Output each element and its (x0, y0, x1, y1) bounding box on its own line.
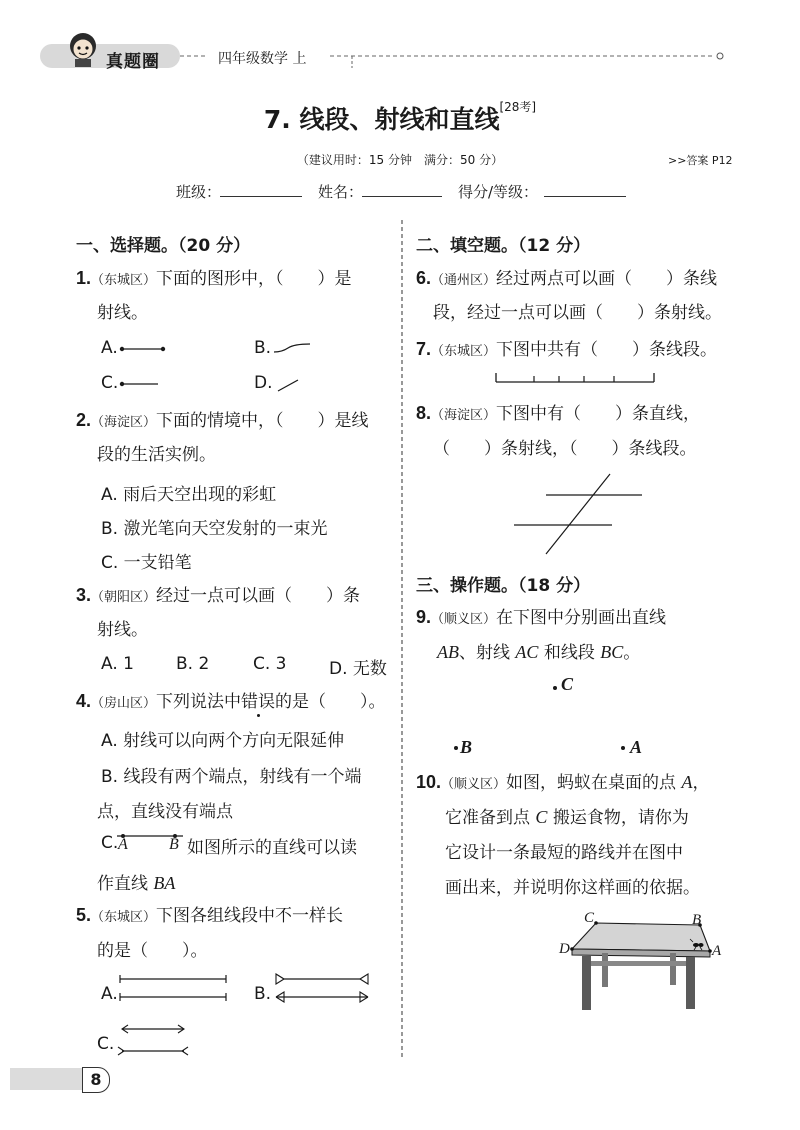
q4-option-a[interactable]: A. 射线可以向两个方向无限延伸 (101, 731, 345, 751)
question-8 (416, 402, 700, 427)
brand-label: 真题圈 (106, 52, 160, 72)
section-operation-title: 三、操作题。（18 分） (416, 576, 591, 596)
q9-text-seg: 和线段 (538, 643, 601, 663)
q5-option-c[interactable] (97, 1034, 114, 1054)
q1-option-b-label: B. (254, 338, 272, 358)
q10-vertex-d: D (559, 941, 570, 957)
q3-option-a[interactable]: A. 1 (101, 654, 134, 674)
q3-option-d[interactable]: D. 无数 (329, 659, 387, 679)
q10-text-a: 如图，蚂蚁在桌面的点 (506, 773, 682, 793)
question-2 (76, 409, 369, 434)
q10-text-line2 (445, 806, 689, 829)
q4-option-c-line2 (97, 869, 175, 894)
q2-option-b[interactable]: B. 激光笔向天空发射的一束光 (101, 519, 328, 539)
q10-table-figure[interactable] (560, 915, 730, 1015)
time-score-note: （建议用时：15 分钟 满分：50 分） (296, 153, 504, 167)
q3-text: 经过一点可以画（ ）条 (156, 586, 361, 606)
q5-option-b-figure (272, 974, 382, 1004)
q1-option-a-label: A. (101, 338, 118, 358)
q9-point-c-label: C (561, 674, 574, 694)
q10-vertex-c: C (584, 910, 595, 926)
name-blank[interactable] (362, 196, 442, 197)
q1-option-a-figure (120, 344, 170, 354)
question-5 (76, 904, 343, 929)
q5-option-a-figure (118, 974, 228, 1004)
q9-point-a-dot (621, 746, 625, 750)
q4-number: 4. (76, 691, 92, 711)
q1-text-line2: 射线。 (97, 303, 148, 323)
q1-option-d-label: D. (254, 373, 273, 393)
q3-text-line2: 射线。 (97, 620, 148, 640)
q2-option-c[interactable]: C. 一支铅笔 (101, 553, 192, 573)
score-blank[interactable] (544, 196, 626, 197)
q8-text-line2: （ ）条射线，（ ）条线段。 (433, 439, 697, 459)
q9-point-b-label: B (460, 737, 473, 757)
q7-number: 7. (416, 339, 432, 359)
q2-option-a[interactable]: A. 雨后天空出现的彩虹 (101, 485, 277, 505)
name-label: 姓名： (318, 183, 364, 201)
q1-option-c-figure (120, 379, 170, 389)
q9-text-ray: 、射线 (459, 643, 516, 663)
q10-text-line3: 它设计一条最短的路线并在图中 (445, 843, 683, 863)
q8-lines-figure (510, 470, 660, 560)
q10-text-line4: 画出来，并说明你这样画的依据。 (445, 878, 700, 898)
q9-segment-bc: BC (600, 642, 624, 662)
class-label: 班级： (176, 183, 222, 201)
q1-option-b[interactable] (254, 338, 271, 358)
question-7 (416, 338, 717, 363)
q4-line-ba: BA (153, 873, 176, 893)
q9-ray-ac: AC (515, 642, 539, 662)
question-6 (416, 267, 717, 292)
title-tag: [28考] (499, 100, 537, 114)
q4-option-c-line2-text: 作直线 (97, 874, 154, 894)
q7-text: 下图中共有（ ）条线段。 (496, 340, 718, 360)
q1-number: 1. (76, 268, 92, 288)
section-fill-title: 二、填空题。（12 分） (416, 236, 591, 256)
q6-text-line2: 段，经过一点可以画（ ）条射线。 (433, 303, 722, 323)
q10-text2-a: 它准备到点 (445, 808, 536, 828)
q4-option-b[interactable]: B. 线段有两个端点，射线有一个端 (101, 767, 362, 787)
q4-text-c: 的是（ ）。 (275, 692, 386, 712)
header-dashed-line (0, 46, 800, 66)
q2-text: 下面的情境中，（ ）是线 (156, 411, 369, 431)
q5-option-c-figure (118, 1024, 198, 1056)
score-label: 得分/等级： (458, 183, 539, 201)
q10-text2-c: 搬运食物，请你为 (547, 808, 689, 828)
q8-text: 下图中有（ ）条直线， (496, 404, 701, 424)
q5-option-b-label: B. (254, 984, 272, 1004)
q2-district: （海淀区） (91, 415, 157, 430)
q6-text: 经过两点可以画（ ）条线 (496, 269, 718, 289)
q4-option-c-text: 如图所示的直线可以读 (187, 838, 357, 858)
q4-option-c-label: C. (101, 833, 119, 853)
q4-district: （房山区） (91, 696, 157, 711)
q10-vertex-a: A (712, 943, 722, 959)
q5-district: （东城区） (91, 910, 157, 925)
q4-option-b-line2: 点，直线没有端点 (97, 802, 233, 822)
q8-number: 8. (416, 403, 432, 423)
title-main: 7. 线段、射线和直线 (263, 105, 500, 134)
q9-text-line2 (437, 641, 640, 664)
q1-option-c-label: C. (101, 373, 119, 393)
question-10 (416, 771, 709, 796)
q2-text-line2: 段的生活实例。 (97, 445, 216, 465)
q4-point-a: A (118, 836, 128, 853)
question-3 (76, 584, 360, 609)
q4-option-c[interactable] (101, 833, 118, 853)
q10-number: 10. (416, 772, 442, 792)
question-1 (76, 267, 352, 292)
q9-text-end: 。 (623, 643, 641, 663)
q1-option-a[interactable] (101, 338, 118, 358)
q3-district: （朝阳区） (91, 590, 157, 605)
q10-point-c-ref: C (535, 807, 548, 827)
answer-reference: >>答案 P12 (668, 154, 733, 167)
q10-vertex-b: B (692, 912, 702, 928)
q3-option-b[interactable]: B. 2 (176, 654, 210, 674)
q5-option-b[interactable] (254, 984, 271, 1004)
q4-emphasis-wrong: 错误 (241, 692, 276, 712)
q3-number: 3. (76, 585, 92, 605)
q8-district: （海淀区） (431, 408, 497, 423)
q3-option-c[interactable]: C. 3 (253, 654, 287, 674)
q9-point-b-dot (454, 746, 458, 750)
q6-district: （通州区） (431, 273, 497, 288)
q1-district: （东城区） (91, 273, 157, 288)
q9-point-a-label: A (630, 737, 643, 757)
subject-label: 四年级数学 上 (218, 51, 307, 67)
q9-line-ab: AB (437, 642, 459, 662)
q5-number: 5. (76, 905, 92, 925)
class-blank[interactable] (220, 196, 302, 197)
q1-option-d-figure (276, 376, 306, 396)
q10-point-a-ref: A (681, 772, 693, 792)
q6-number: 6. (416, 268, 432, 288)
q5-option-a[interactable] (101, 984, 118, 1004)
page-number: 8 (82, 1067, 110, 1093)
q1-option-d[interactable] (254, 373, 273, 393)
q5-option-a-label: A. (101, 984, 118, 1004)
q4-text-a: 下列说法中 (156, 692, 242, 712)
q10-text-c: ， (692, 773, 710, 793)
page-title (0, 100, 800, 136)
q9-point-c-dot (553, 686, 557, 690)
q9-text: 在下图中分别画出直线 (496, 608, 667, 628)
q7-segment-figure (494, 370, 664, 386)
question-4 (76, 690, 386, 715)
column-divider (400, 220, 404, 1060)
q2-number: 2. (76, 410, 92, 430)
q5-text-line2: 的是（ ）。 (97, 941, 208, 961)
q1-option-c[interactable] (101, 373, 118, 393)
q5-option-c-label: C. (97, 1034, 115, 1054)
q1-text: 下面的图形中，（ ）是 (156, 269, 352, 289)
q9-number: 9. (416, 607, 432, 627)
section-choice-title: 一、选择题。（20 分） (76, 236, 251, 256)
q1-option-b-figure (272, 340, 322, 356)
q9-district: （顺义区） (431, 612, 497, 627)
q4-point-b: B (169, 836, 179, 853)
q7-district: （东城区） (431, 344, 497, 359)
q10-district: （顺义区） (441, 777, 507, 792)
question-9 (416, 606, 666, 631)
q5-text: 下图各组线段中不一样长 (156, 906, 344, 926)
